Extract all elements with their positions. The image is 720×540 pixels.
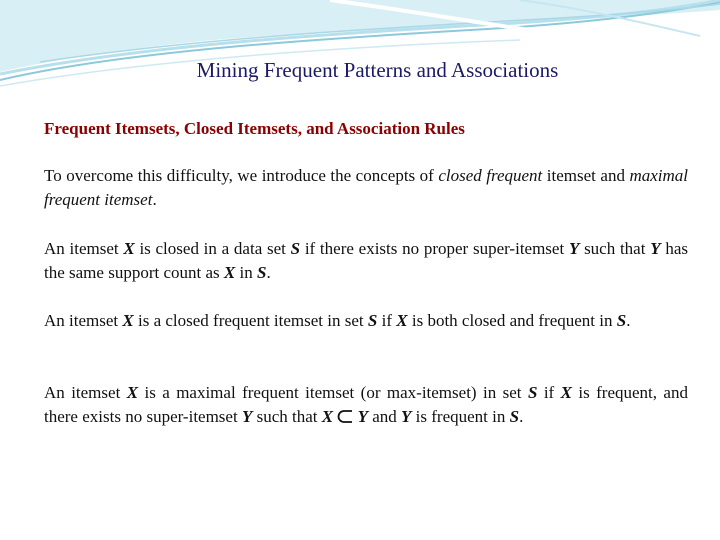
paragraph-maximal-frequent-definition: An itemset X is a maximal frequent itemset (or max-itemset) in set S if X is frequent, and there exists no super-itemset Y such that X Y and Y is frequent in S. xyxy=(44,383,688,426)
paragraph-closed-definition: An itemset X is closed in a data set S if there exists no proper super-itemset Y such that Y has the same support count as X in S. xyxy=(44,239,688,282)
slide-title: Mining Frequent Patterns and Associations xyxy=(196,58,559,82)
paragraph-closed-maximal-intro: To overcome this difficulty, we introduce the concepts of closed frequent itemset and maximal frequent itemset. xyxy=(44,166,688,209)
section-subtitle: Frequent Itemsets, Closed Itemsets, and Association Rules xyxy=(44,119,465,138)
emphasis-maximal-frequent-itemset: maximal frequent itemset xyxy=(44,166,688,209)
paragraph-closed-frequent-definition: An itemset X is a closed frequent itemset in set S if X is both closed and frequent in S. xyxy=(44,311,631,330)
emphasis-closed-frequent: closed frequent xyxy=(438,166,543,185)
proper-subset-symbol-icon xyxy=(337,409,353,424)
